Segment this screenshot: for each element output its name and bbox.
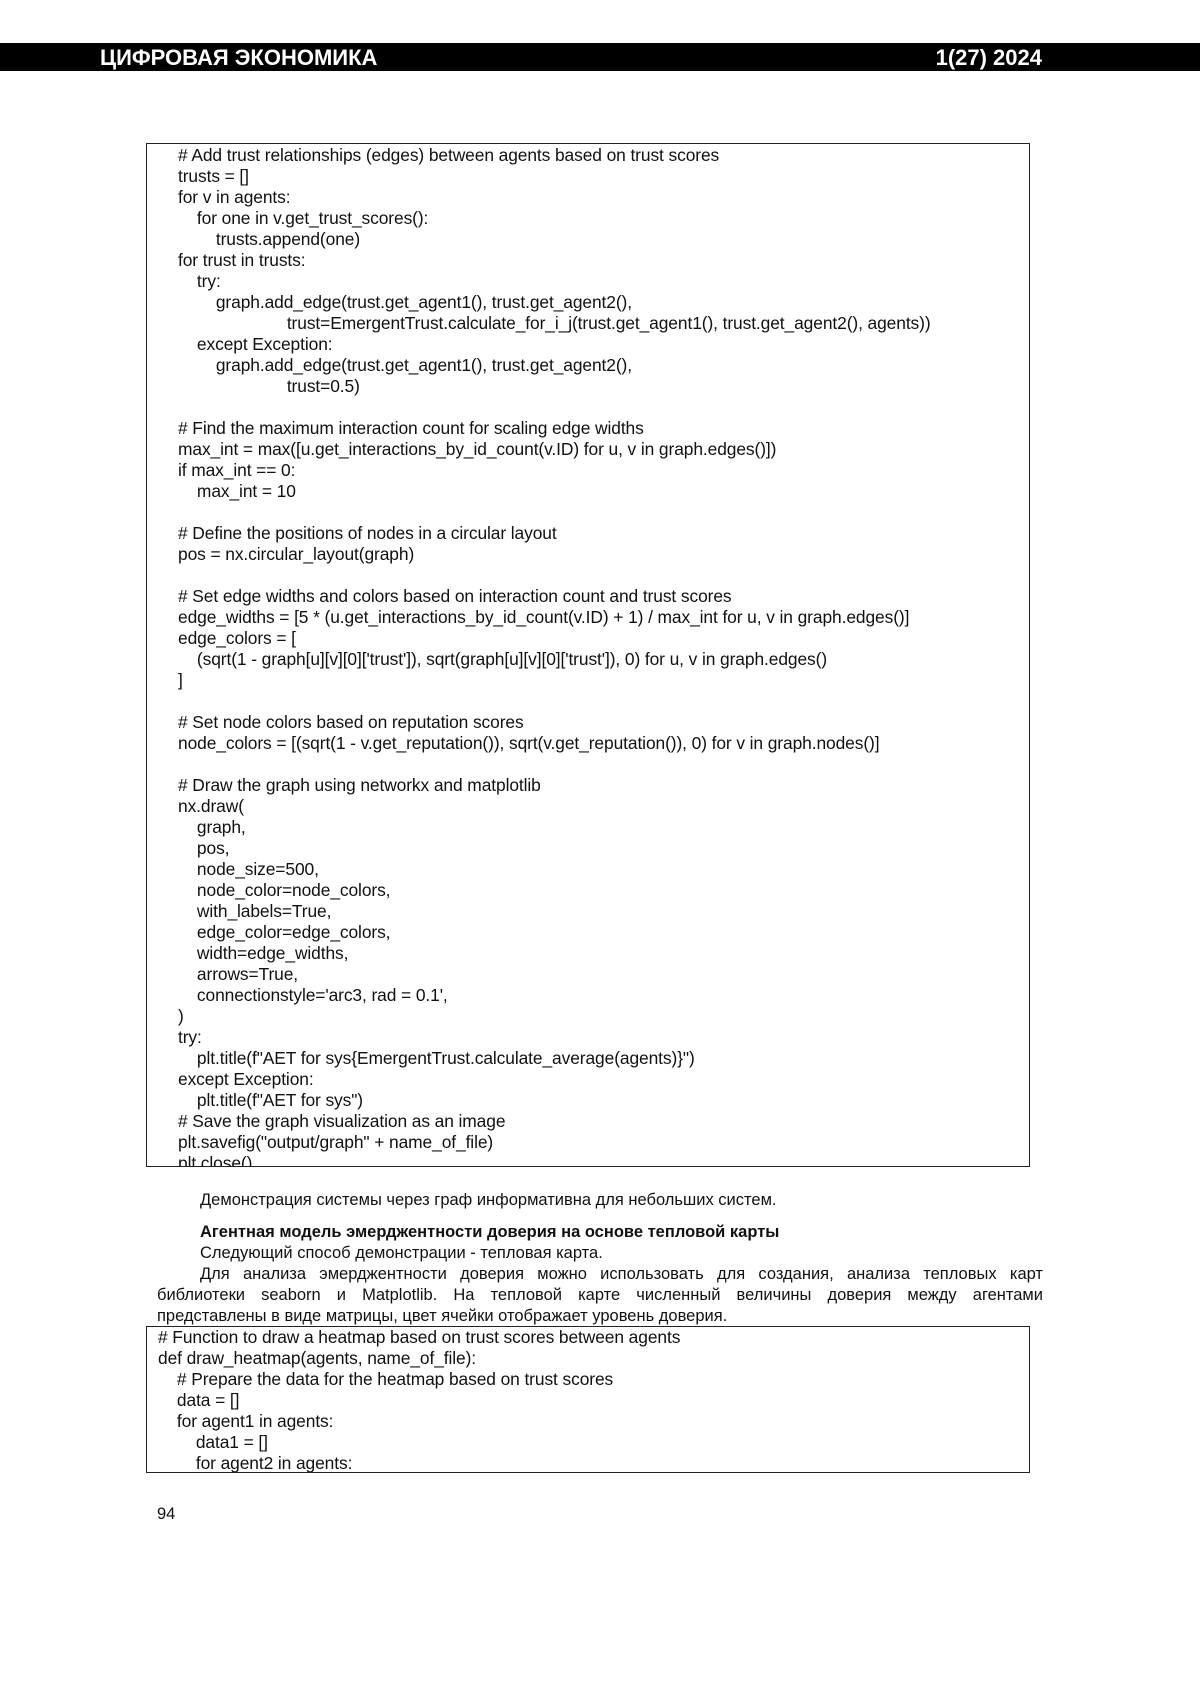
next-method-sentence: Следующий способ демонстрации - тепловая карта. bbox=[200, 1243, 603, 1264]
code-line: # Draw the graph using networkx and matplotlib bbox=[147, 775, 1029, 796]
code-line: for trust in trusts: bbox=[147, 250, 1029, 271]
code-line: # Set node colors based on reputation scores bbox=[147, 712, 1029, 733]
code-line: edge_color=edge_colors, bbox=[147, 922, 1029, 943]
code-line: # Prepare the data for the heatmap based on trust scores bbox=[147, 1369, 1029, 1390]
code-line: plt.title(f"AET for sys") bbox=[147, 1090, 1029, 1111]
code-line: ) bbox=[147, 1006, 1029, 1027]
code-line: for one in v.get_trust_scores(): bbox=[147, 208, 1029, 229]
code-line: graph, bbox=[147, 817, 1029, 838]
code-line: try: bbox=[147, 271, 1029, 292]
code-line: with_labels=True, bbox=[147, 901, 1029, 922]
code-line: plt.savefig("output/graph" + name_of_file) bbox=[147, 1132, 1029, 1153]
demo-sentence: Демонстрация системы через граф информативна для небольших систем. bbox=[200, 1190, 777, 1211]
code-line: arrows=True, bbox=[147, 964, 1029, 985]
code-line: trust=0.5) bbox=[147, 376, 1029, 397]
code-line bbox=[147, 397, 1029, 418]
code-line: # Save the graph visualization as an image bbox=[147, 1111, 1029, 1132]
code-line: connectionstyle='arc3, rad = 0.1', bbox=[147, 985, 1029, 1006]
paragraph-line: Для анализа эмерджентности доверия можно использовать для создания, анализа тепловых карт bbox=[157, 1264, 1043, 1285]
code-line: pos = nx.circular_layout(graph) bbox=[147, 544, 1029, 565]
code-line: edge_widths = [5 * (u.get_interactions_by_id_count(v.ID) + 1) / max_int for u, v in graph.edges()] bbox=[147, 607, 1029, 628]
code-line bbox=[147, 691, 1029, 712]
code-line: plt.title(f"AET for sys{EmergentTrust.calculate_average(agents)}") bbox=[147, 1048, 1029, 1069]
code-line bbox=[147, 502, 1029, 523]
code-line: for agent2 in agents: bbox=[147, 1453, 1029, 1473]
page-number: 94 bbox=[157, 1505, 175, 1524]
code-line: node_size=500, bbox=[147, 859, 1029, 880]
code-line: (sqrt(1 - graph[u][v][0]['trust']), sqrt(graph[u][v][0]['trust']), 0) for u, v in graph.edges() bbox=[147, 649, 1029, 670]
code-line: def draw_heatmap(agents, name_of_file): bbox=[147, 1348, 1029, 1369]
code-line: except Exception: bbox=[147, 1069, 1029, 1090]
code-line: trust=EmergentTrust.calculate_for_i_j(trust.get_agent1(), trust.get_agent2(), agents)) bbox=[147, 313, 1029, 334]
code-line: max_int = max([u.get_interactions_by_id_count(v.ID) for u, v in graph.edges()]) bbox=[147, 439, 1029, 460]
issue-number: 1(27) 2024 bbox=[936, 43, 1042, 71]
section-title: Агентная модель эмерджентности доверия на основе тепловой карты bbox=[200, 1222, 779, 1243]
paragraph-line: представлены в виде матрицы, цвет ячейки отображает уровень доверия. bbox=[157, 1306, 727, 1327]
journal-header-bar bbox=[0, 43, 1200, 71]
code-line: data1 = [] bbox=[147, 1432, 1029, 1453]
paragraph-line: библиотеки seaborn и Matplotlib. На тепловой карте численный величины доверия между агентами bbox=[157, 1285, 1043, 1306]
code-line: trusts = [] bbox=[147, 166, 1029, 187]
code-line: try: bbox=[147, 1027, 1029, 1048]
code-line: for agent1 in agents: bbox=[147, 1411, 1029, 1432]
code-line: pos, bbox=[147, 838, 1029, 859]
code-listing-graph bbox=[146, 143, 1030, 1167]
code-line: except Exception: bbox=[147, 334, 1029, 355]
code-line: graph.add_edge(trust.get_agent1(), trust.get_agent2(), bbox=[147, 292, 1029, 313]
code-line bbox=[147, 565, 1029, 586]
code-line: # Define the positions of nodes in a circular layout bbox=[147, 523, 1029, 544]
code-line: max_int = 10 bbox=[147, 481, 1029, 502]
code-line: edge_colors = [ bbox=[147, 628, 1029, 649]
code-line: data = [] bbox=[147, 1390, 1029, 1411]
code-line: if max_int == 0: bbox=[147, 460, 1029, 481]
code-line: # Add trust relationships (edges) between agents based on trust scores bbox=[147, 145, 1029, 166]
code-line: # Find the maximum interaction count for scaling edge widths bbox=[147, 418, 1029, 439]
code-line: trusts.append(one) bbox=[147, 229, 1029, 250]
code-line: width=edge_widths, bbox=[147, 943, 1029, 964]
code-line bbox=[147, 754, 1029, 775]
code-line: ] bbox=[147, 670, 1029, 691]
code-line: # Set edge widths and colors based on interaction count and trust scores bbox=[147, 586, 1029, 607]
code-line: nx.draw( bbox=[147, 796, 1029, 817]
code-line: plt.close() bbox=[147, 1153, 1029, 1167]
code-listing-heatmap bbox=[146, 1326, 1030, 1473]
code-line: # Function to draw a heatmap based on trust scores between agents bbox=[147, 1327, 1029, 1348]
code-line: node_color=node_colors, bbox=[147, 880, 1029, 901]
code-line: graph.add_edge(trust.get_agent1(), trust.get_agent2(), bbox=[147, 355, 1029, 376]
code-line: for v in agents: bbox=[147, 187, 1029, 208]
code-line: node_colors = [(sqrt(1 - v.get_reputation()), sqrt(v.get_reputation()), 0) for v in graph.nodes()] bbox=[147, 733, 1029, 754]
journal-title: ЦИФРОВАЯ ЭКОНОМИКА bbox=[100, 43, 377, 71]
